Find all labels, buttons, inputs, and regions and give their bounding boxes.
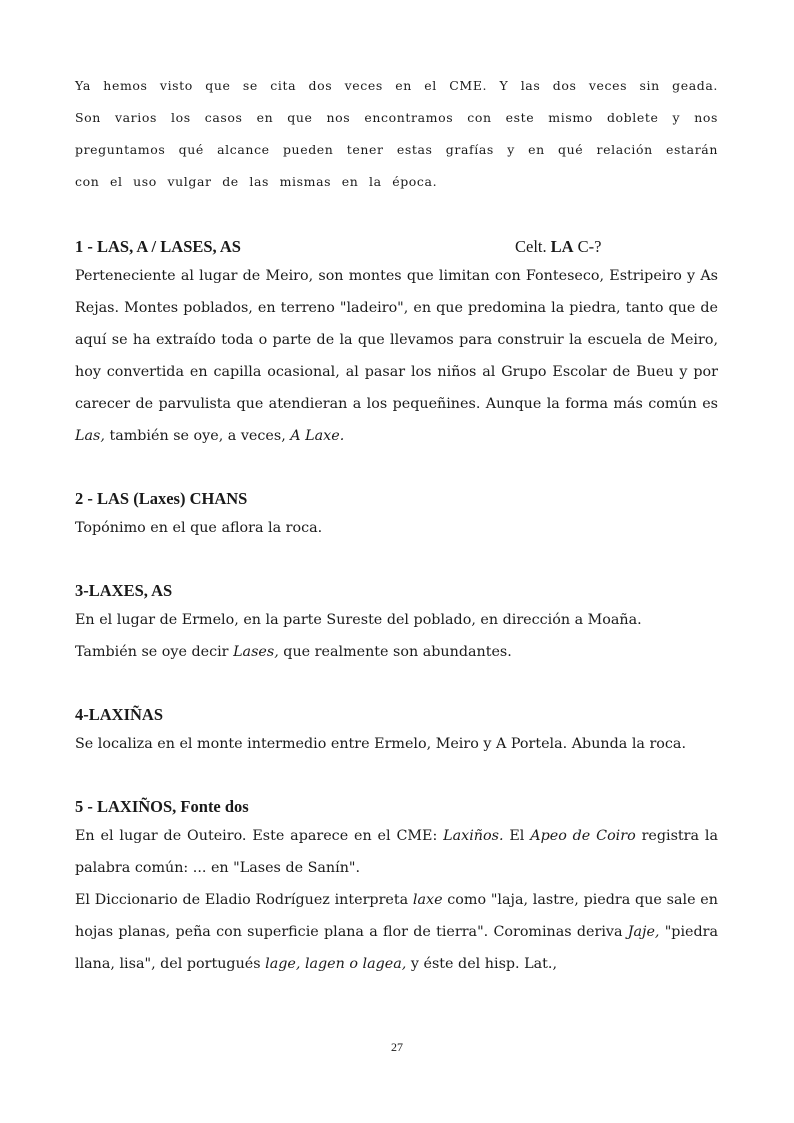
intro-paragraph: Ya hemos visto que se cita dos veces en el CME. Y las dos veces sin geada. Son varios los casos en que nos encontramos con este mismo doblete y nos preguntamos qué alcance pueden tener estas grafías y en qué relación estarán con el uso vulgar de las mismas en la época. <box>75 78 718 189</box>
section-4-paragraph: Se localiza en el monte intermedio entre Ermelo, Meiro y A Portela. Abunda la roca. <box>75 736 686 752</box>
section-4-title: 4-LAXIÑAS <box>75 705 164 724</box>
section-1-etymology <box>515 234 602 260</box>
section-1-title <box>75 234 718 260</box>
section-3-paragraph-1: En el lugar de Ermelo, en la parte Sureste del poblado, en dirección a Moaña. <box>75 612 642 628</box>
section-3-title: 3-LAXES, AS <box>75 581 173 600</box>
document-page <box>75 70 718 980</box>
section-2-paragraph: Topónimo en el que aflora la roca. <box>75 520 323 536</box>
etym-form: C-? <box>577 237 602 256</box>
section-1-heading: 1 - LAS, A / LASES, AS <box>75 237 241 256</box>
section-3-paragraph-2: También se oye decir Lases, que realmente son abundantes. <box>75 644 512 660</box>
section-2-title: 2 - LAS (Laxes) CHANS <box>75 489 248 508</box>
section-5-title: 5 - LAXIÑOS, Fonte dos <box>75 797 249 816</box>
section-1-paragraph: Perteneciente al lugar de Meiro, son montes que limitan con Fonteseco, Estripeiro y As Rejas. Montes poblados, en terreno "ladeiro", en que predomina la piedra, tanto que de aquí se ha extraído toda o parte de la que llevamos para construir la escuela de Meiro, hoy convertida en capilla ocasional, al pasar los niños al Grupo Escolar de Bueu y por carecer de parvulista que atendieran a los pequeñines. Aunque la forma más común es Las, también se oye, a veces, A Laxe. <box>75 268 718 444</box>
section-5-paragraph-2: El Diccionario de Eladio Rodríguez interpreta laxe como "laja, lastre, piedra que sale en hojas planas, peña con superficie plana a flor de tierra". Corominas deriva Jaje, "piedra llana, lisa", del portugués lage, lagen o lagea, y éste del hisp. Lat., <box>75 892 718 972</box>
page-number: 27 <box>391 1040 403 1054</box>
etym-label: Celt. <box>515 237 547 256</box>
etym-root: LA <box>550 237 574 256</box>
section-5-paragraph-1: En el lugar de Outeiro. Este aparece en el CME: Laxiños. El Apeo de Coiro registra la palabra común: ... en "Lases de Sanín". <box>75 828 718 876</box>
